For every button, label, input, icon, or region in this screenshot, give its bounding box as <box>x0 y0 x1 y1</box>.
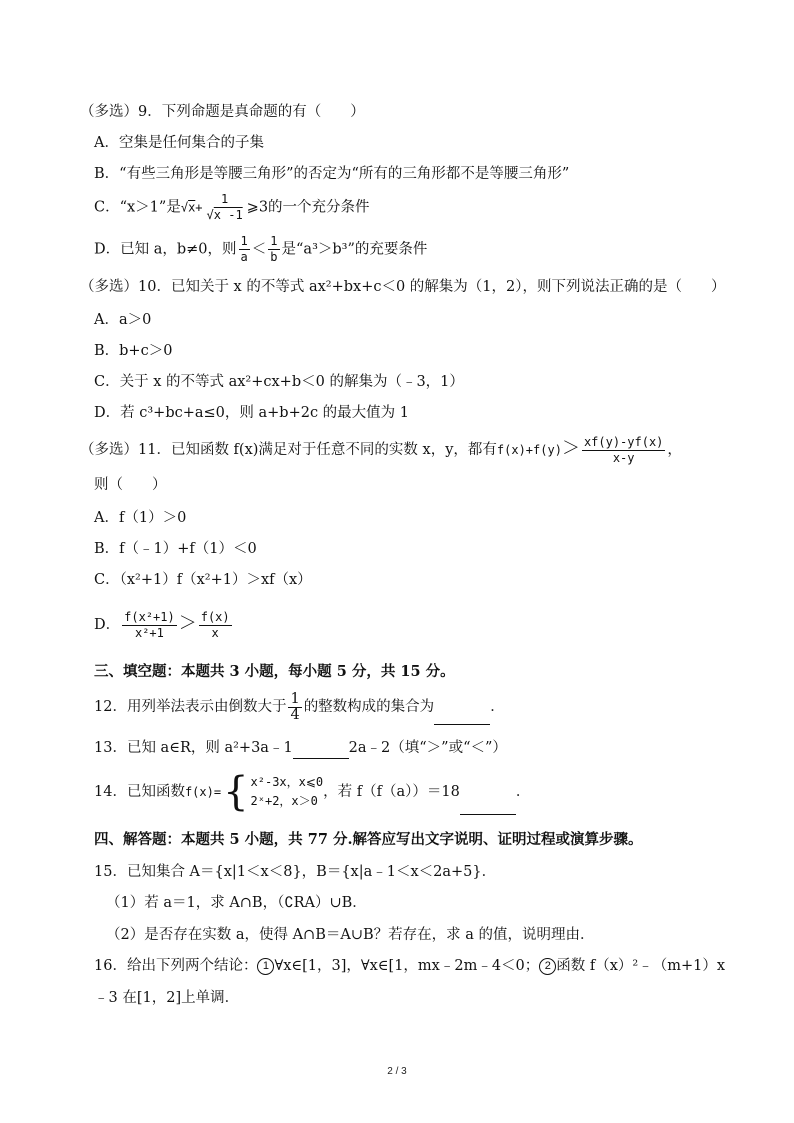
q10-option-b: B．b+c＞0 <box>94 343 173 359</box>
page-number: 2 / 3 <box>387 1066 407 1077</box>
q9-stem: （多选）9．下列命题是真命题的有（ ） <box>80 104 365 120</box>
q14-cases: x²-3x，x⩽0 2ˣ+2，x＞0 <box>250 775 324 808</box>
q13-answer-blank[interactable] <box>293 738 349 759</box>
q9-option-b: B．“有些三角形是等腰三角形”的否定为“所有的三角形都不是等腰三角形” <box>94 166 570 182</box>
q9-d-frac-b: $\frac{1}{b}$ <box>270 234 278 264</box>
q9-option-d: D．已知 a，b≠0，则 $\frac{1}{a}$ ＜ $\frac{1}{b}$ 是“a³＞b³”的充要条件 <box>94 234 428 264</box>
q11-d-frac-right: $\frac{f(x)}{x}$ <box>200 609 230 640</box>
q11-stem: （多选）11．已知函数 f(x)满足对于任意不同的实数 x，y，都有f(x)+f(y)＞ $\frac{xf(y)-yf(x)}{x-y}$ ， <box>80 434 682 465</box>
q11-option-b: B．f（﹣1）+f（1）＜0 <box>94 541 257 557</box>
q13: 13．已知 a∈R，则 a²+3a﹣1 2a﹣2（填“＞”或“＜”） <box>94 738 507 759</box>
q10-stem: （多选）10．已知关于 x 的不等式 ax²+bx+c＜0 的解集为（1，2），则下列说法正确的是（ ） <box>80 279 726 295</box>
circled-two-icon: 2 <box>539 958 556 975</box>
q11-fraction: $\frac{xf(y)-yf(x)}{x-y}$ <box>583 434 664 465</box>
q9-d-frac-a: $\frac{1}{a}$ <box>240 234 248 264</box>
q10-option-c: C．关于 x 的不等式 ax²+cx+b＜0 的解集为（﹣3，1） <box>94 374 464 390</box>
q11-lhs: f(x)+f(y) <box>496 443 562 457</box>
q10-option-a: A．a＞0 <box>94 312 152 328</box>
q9-c-prefix: C．“x＞1”是 <box>94 199 181 216</box>
q11-option-a: A．f（1）＞0 <box>94 510 187 526</box>
q10-option-d: D．若 c³+bc+a≤0，则 a+b+2c 的最大值为 1 <box>94 405 410 421</box>
section-three-heading: 三、填空题：本题共 3 小题，每小题 5 分，共 15 分。 <box>94 663 455 680</box>
q12-fraction: $\frac{1}{4}$ <box>290 690 300 723</box>
q12-answer-blank[interactable] <box>434 690 490 725</box>
q11-option-d: D． $\frac{\text{f(x²+1)}}{\text{x²+1}}$ ＞ $\frac{f(x)}{x}$ <box>94 609 230 640</box>
q9-option-a: A．空集是任何集合的子集 <box>94 135 264 151</box>
q12: 12．用列举法表示由倒数大于 $\frac{1}{4}$ 的整数构成的集合为 ． <box>94 690 505 725</box>
q11-then: 则（ ） <box>94 477 167 493</box>
q11-option-c: C．（x²+1）f（x²+1）＞xf（x） <box>94 572 312 588</box>
section-four-heading: 四、解答题：本题共 5 小题，共 77 分.解答应写出文字说明、证明过程或演算步骤。 <box>94 831 643 848</box>
q9-c-sqrt: √x <box>180 200 196 215</box>
q15-stem: 15．已知集合 A＝{x|1＜x＜8}，B＝{x|a﹣1＜x＜2a+5}． <box>94 864 497 880</box>
q15-part-2: （2）是否存在实数 a，使得 A∩B＝A∪B？若存在，求 a 的值，说明理由． <box>106 927 595 943</box>
circled-one-icon: 1 <box>257 958 274 975</box>
q9-c-suffix: ⩾3的一个充分条件 <box>246 199 370 216</box>
q9-c-fraction: $\frac{1}{√x -1}$ <box>206 192 243 222</box>
q16-stem: 16．给出下列两个结论： 1 ∀x∈[1，3]，∀x∈[1，mx﹣2m﹣4＜0； 2 函数 f（x）²﹣（m+1）x <box>94 958 726 974</box>
q16-continuation: ﹣3 在[1，2]上单调． <box>94 990 240 1006</box>
q9-option-c: C．“x＞1”是√x+ $\frac{1}{√x -1}$ ⩾3的一个充分条件 <box>94 192 370 222</box>
q14: 14．已知函数f(x)={ x²-3x，x⩽0 2ˣ+2，x＞0 ，若 f（f（a））＝18 ． <box>94 769 531 815</box>
q14-answer-blank[interactable] <box>460 770 516 815</box>
q14-brace: { <box>223 769 249 815</box>
q15-part-1: （1）若 a＝1，求 A∩B，（∁RA）∪B． <box>106 895 367 911</box>
q11-d-frac-left: $\frac{\text{f(x²+1)}}{\text{x²+1}}$ <box>124 609 175 640</box>
